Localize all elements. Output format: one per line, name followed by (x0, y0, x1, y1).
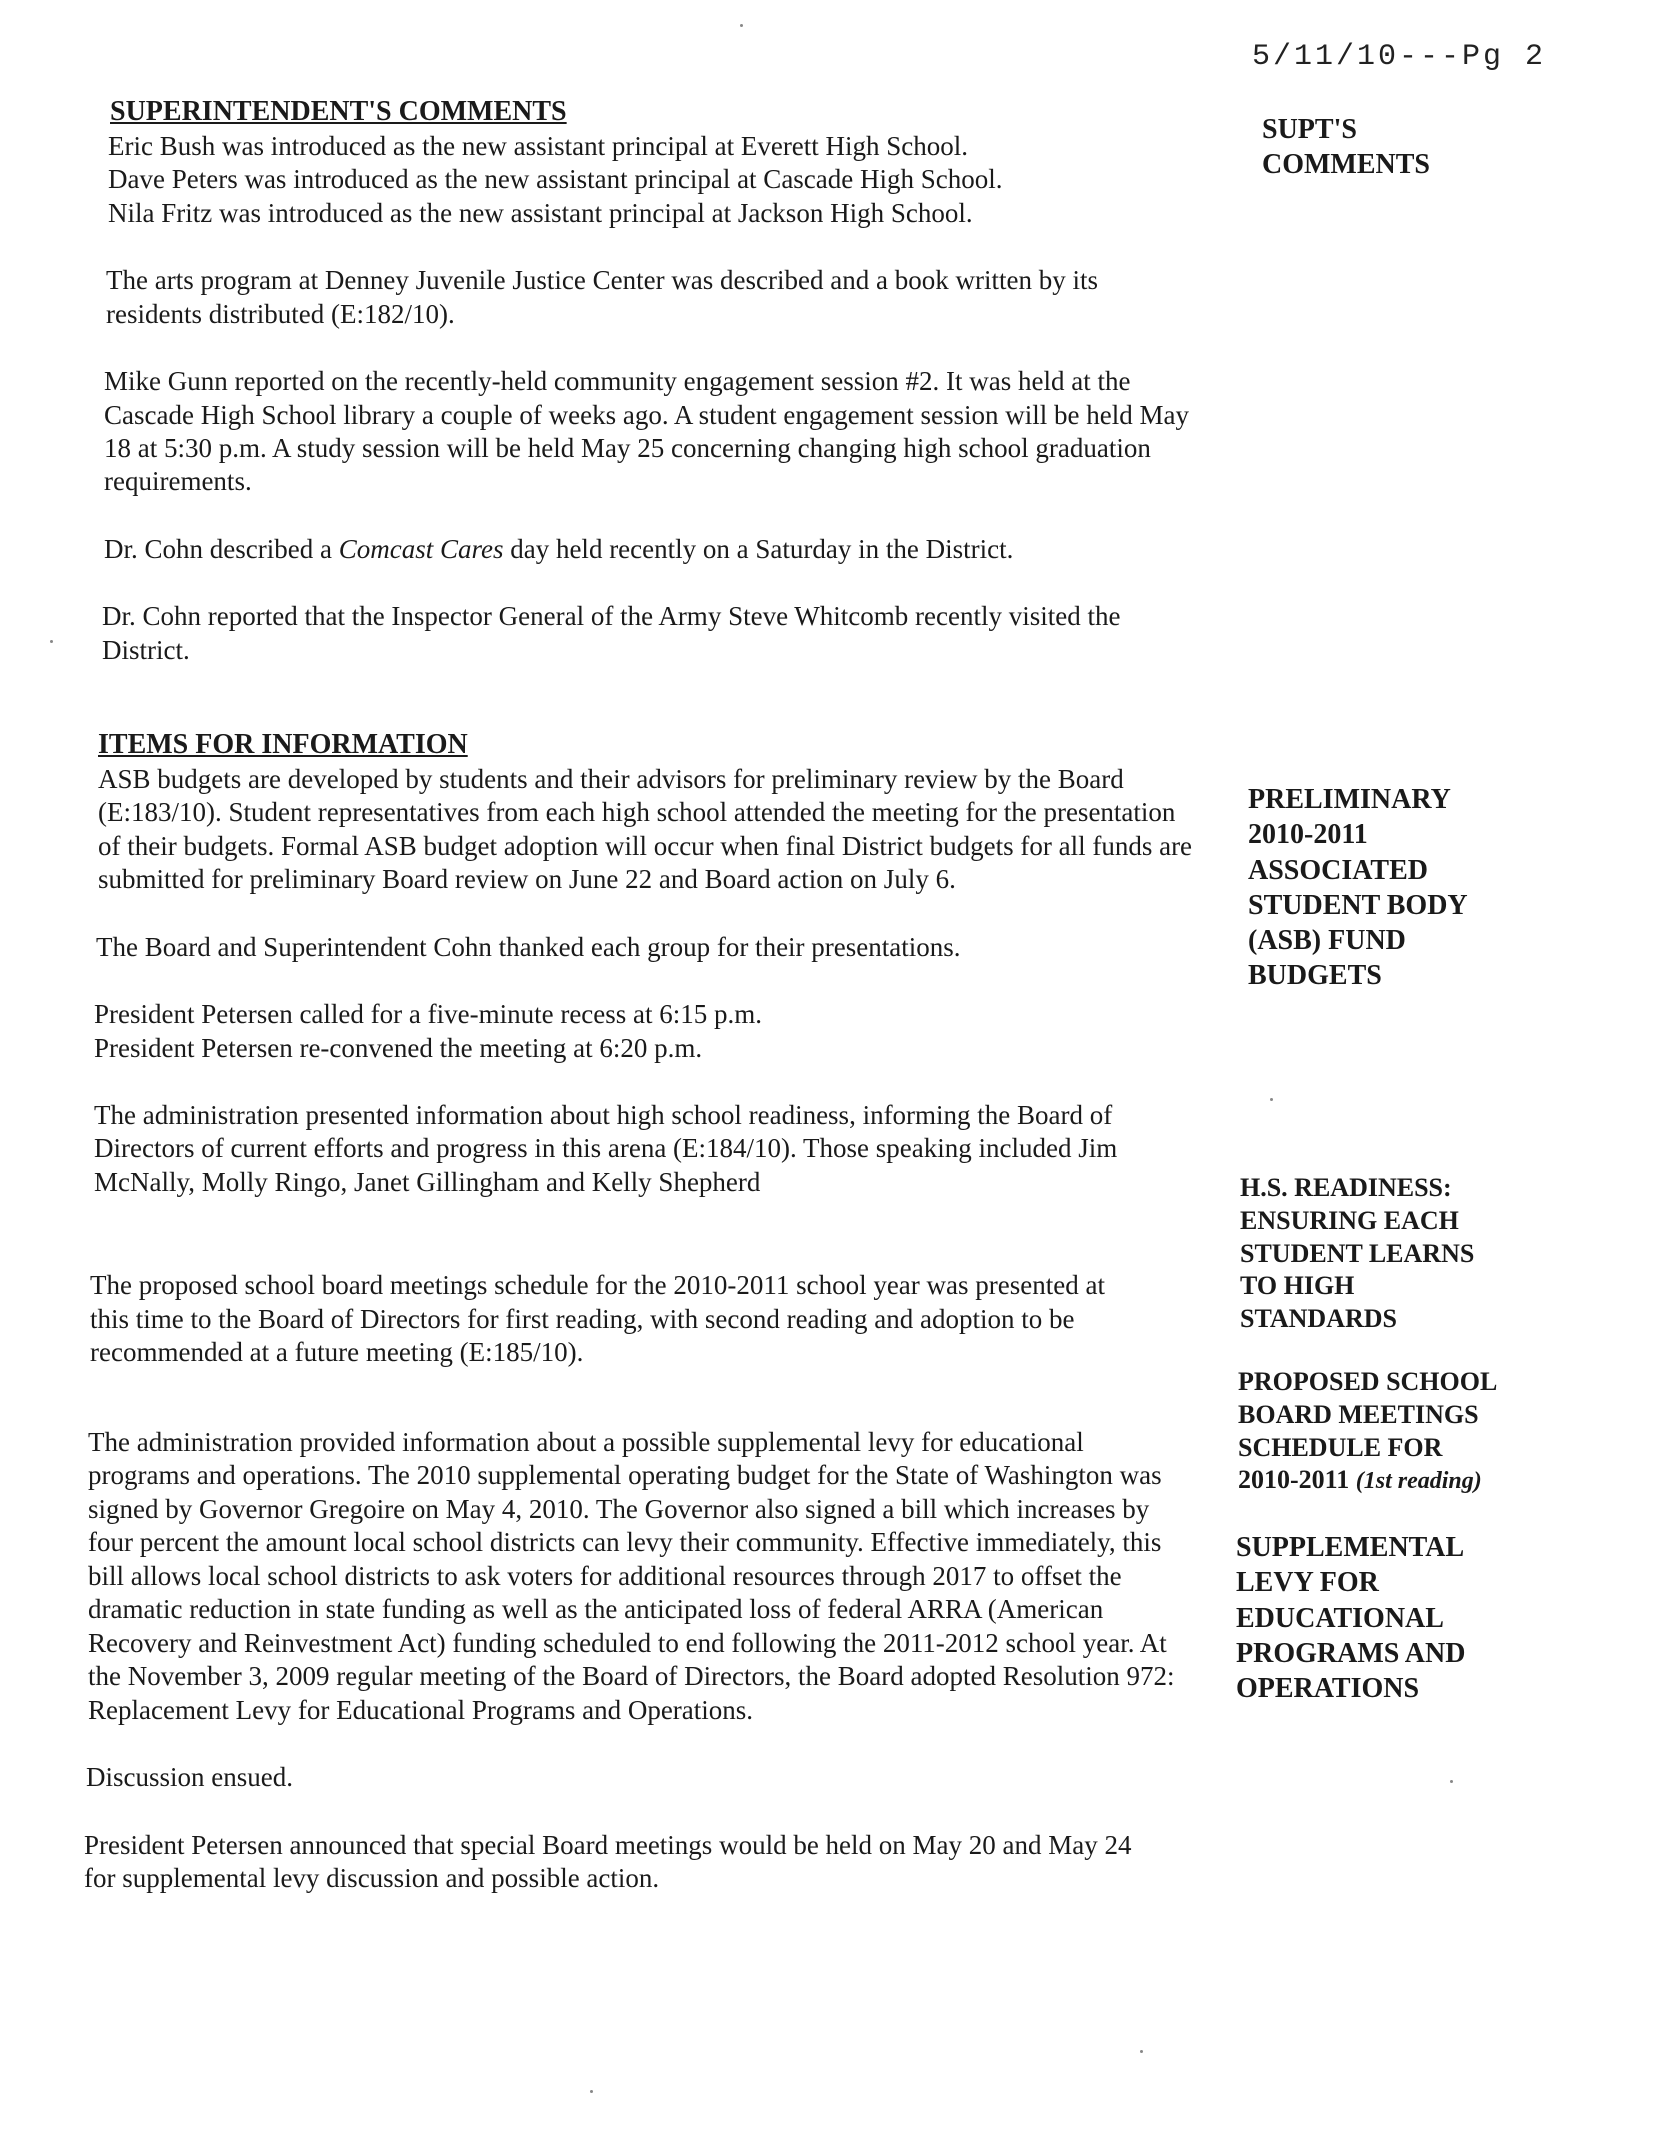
scan-speck (740, 24, 743, 27)
margin-levy-line-4: PROGRAMS AND (1236, 1637, 1466, 1669)
intro-line-1: Eric Bush was introduced as the new assistant principal at Everett High School. (108, 130, 969, 161)
recess-paragraph (94, 998, 1194, 1065)
readiness-paragraph: The administration presented information about high school readiness, informing the Board of Directors of current efforts and progress in this arena (E:184/10). Those speaking included Jim McNally, Molly Ringo, Janet Gillingham and Kelly Shepherd (94, 1100, 1118, 1197)
scan-speck (50, 640, 53, 643)
recess-line-2: President Petersen re-convened the meeting at 6:20 p.m. (94, 1032, 703, 1063)
recess-line-1: President Petersen called for a five-minute recess at 6:15 p.m. (94, 999, 763, 1030)
margin-schedule-line-1: PROPOSED SCHOOL (1238, 1367, 1498, 1396)
page-number: 5/11/10---Pg 2 (1252, 40, 1547, 74)
margin-asb-line-6: BUDGETS (1248, 960, 1382, 992)
margin-readiness-line-5: STANDARDS (1240, 1304, 1397, 1333)
arts-program-paragraph: The arts program at Denney Juvenile Justice Center was described and a book written by its residents distributed (E:182/10). (106, 265, 1098, 329)
scan-speck (1140, 2050, 1143, 2053)
superintendent-heading: SUPERINTENDENT'S COMMENTS (110, 96, 567, 127)
discussion-paragraph: Discussion ensued. (86, 1762, 293, 1793)
margin-note-schedule (1238, 1366, 1578, 1497)
scan-speck (1270, 1098, 1273, 1101)
margin-readiness-line-3: STUDENT LEARNS (1240, 1238, 1475, 1268)
margin-levy-line-2: LEVY FOR (1236, 1567, 1379, 1599)
scan-speck (1450, 1780, 1453, 1783)
intro-line-3: Nila Fritz was introduced as the new assistant principal at Jackson High School. (108, 197, 973, 228)
margin-levy-line-3: EDUCATIONAL (1236, 1602, 1444, 1634)
levy-paragraph: The administration provided information about a possible supplemental levy for educational programs and operations. The 2010 supplemental operating budget for the State of Washington was signed by Governor Gregoire on May 4, 2010. The Governor also signed a bill which increases by four percent the amount local school districts can levy their community. Effective immediately, this bill allows local school districts to ask voters for additional resources through 2017 to offset the dramatic reduction in state funding as well as the anticipated loss of federal ARRA (American Recovery and Reinvestment Act) funding scheduled to end following the 2011-2012 school year. At the November 3, 2009 regular meeting of the Board of Directors, the Board adopted Resolution 972: Replacement Levy for Educational Programs and Operations. (88, 1426, 1175, 1725)
information-section (84, 728, 1194, 1929)
margin-schedule-year: 2010-2011 (1238, 1465, 1356, 1495)
comcast-text-after: day held recently on a Saturday in the District. (503, 533, 1014, 564)
superintendent-section (90, 95, 1189, 701)
margin-supt-line-1: SUPT'S (1262, 114, 1357, 145)
margin-asb-line-3: ASSOCIATED (1248, 854, 1428, 886)
margin-supt-line-2: COMMENTS (1262, 149, 1430, 181)
margin-readiness-line-2: ENSURING EACH (1240, 1205, 1459, 1235)
information-heading: ITEMS FOR INFORMATION (98, 729, 468, 760)
intro-line-2: Dave Peters was introduced as the new assistant principal at Cascade High School. (108, 164, 1003, 195)
margin-note-asb (1248, 782, 1548, 994)
margin-note-readiness (1240, 1172, 1540, 1336)
margin-levy-line-1: SUPPLEMENTAL (1236, 1532, 1465, 1563)
margin-note-supt (1262, 112, 1562, 183)
margin-asb-line-1: PRELIMINARY (1248, 784, 1451, 815)
schedule-paragraph: The proposed school board meetings schedule for the 2010-2011 school year was presented at this time to the Board of Directors for first reading, with second reading and adoption to be recommended at a future meeting (E:185/10). (90, 1270, 1105, 1368)
margin-note-levy (1236, 1530, 1576, 1706)
margin-readiness-line-4: TO HIGH (1240, 1271, 1355, 1301)
margin-schedule-line-2: BOARD MEETINGS (1238, 1399, 1479, 1429)
margin-asb-line-2: 2010-2011 (1248, 819, 1368, 851)
inspector-paragraph: Dr. Cohn reported that the Inspector General of the Army Steve Whitcomb recently visited the District. (102, 601, 1121, 665)
comcast-text-before: Dr. Cohn described a (104, 533, 339, 564)
thanks-paragraph: The Board and Superintendent Cohn thanked each group for their presentations. (96, 931, 961, 962)
asb-paragraph: ASB budgets are developed by students and their advisors for preliminary review by the Board (E:183/10). Student representatives from each high school attended the meeting for the presentation of their budgets. Formal ASB budget adoption will occur when final District budgets for all funds are submitted for preliminary Board review on June 22 and Board action on July 6. (98, 763, 1193, 895)
new-principals (108, 130, 1168, 230)
margin-schedule-line-3: SCHEDULE FOR (1238, 1432, 1443, 1462)
scan-speck (590, 2090, 593, 2093)
comcast-italic: Comcast Cares (338, 533, 504, 564)
margin-levy-line-5: OPERATIONS (1236, 1673, 1420, 1705)
margin-schedule-reading: (1st reading) (1355, 1468, 1482, 1495)
margin-schedule-line-4 (1238, 1464, 1578, 1497)
mike-gunn-paragraph: Mike Gunn reported on the recently-held community engagement session #2. It was held at the Cascade High School library a couple of weeks ago. A student engagement session will be held May 18 at 5:30 p.m. A study session will be held May 25 concerning changing high school graduation requirements. (104, 366, 1189, 497)
special-meetings-paragraph: President Petersen announced that special Board meetings would be held on May 20 and May 24 for supplemental levy discussion and possible action. (84, 1829, 1132, 1893)
comcast-paragraph (104, 533, 1180, 566)
margin-asb-line-5: (ASB) FUND (1248, 925, 1406, 957)
margin-readiness-line-1: H.S. READINESS: (1240, 1173, 1452, 1202)
margin-asb-line-4: STUDENT BODY (1248, 889, 1468, 921)
